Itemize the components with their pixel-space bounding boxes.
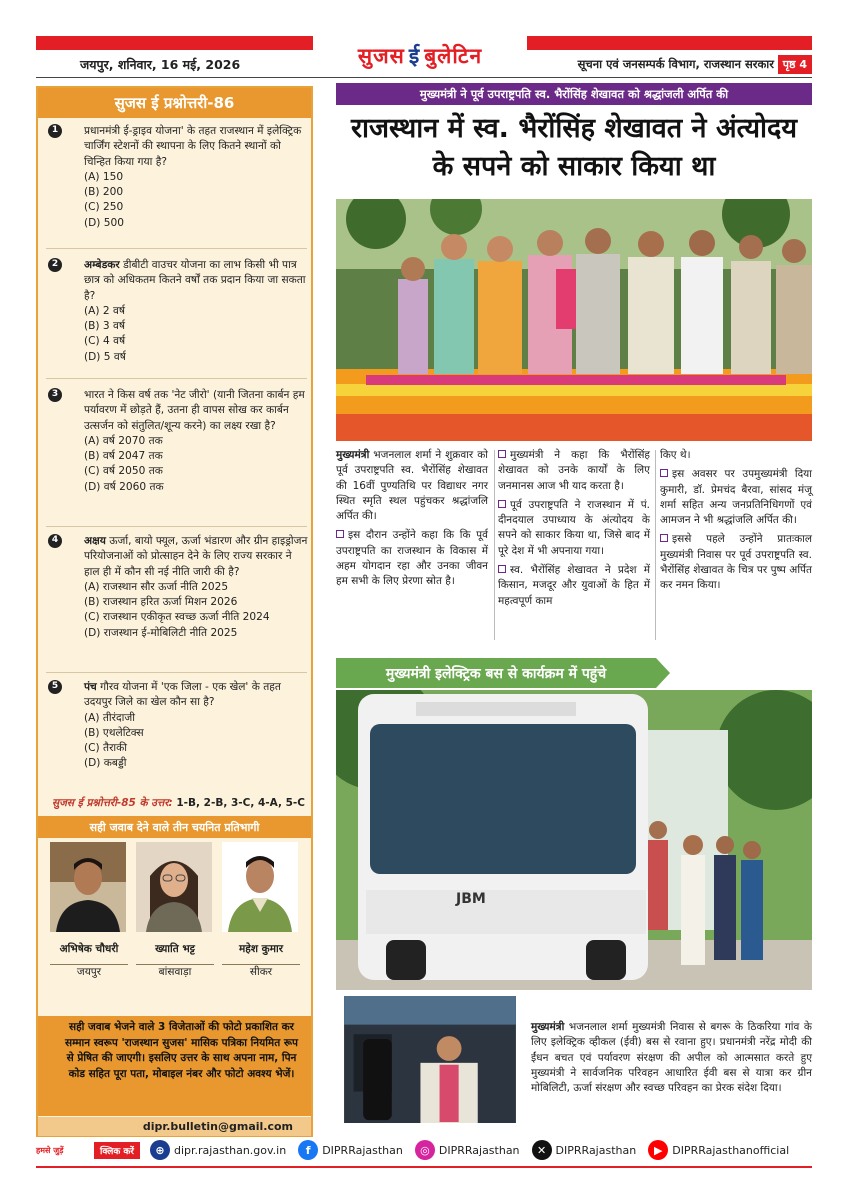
bullet-icon <box>336 530 344 538</box>
column-divider <box>494 450 495 640</box>
winner-city: सीकर <box>249 966 273 978</box>
paragraph: पूर्व उपराष्ट्रपति ने राजस्थान में पं. दीनदयाल उपाध्याय के अंत्योदय के सपने को साकार किया था, जिसे बाद में पूरे देश में भी अपनाया गया। <box>498 498 650 557</box>
divider <box>50 964 128 965</box>
masthead-bulletin: बुलेटिन <box>424 44 483 68</box>
question-number: 1 <box>48 124 62 138</box>
option: (D) वर्ष 2060 तक <box>84 480 164 493</box>
contact-email[interactable]: dipr.bulletin@gmail.com <box>38 1117 311 1136</box>
lead-word: मुख्यमंत्री <box>336 449 370 461</box>
paragraph: भजनलाल शर्मा ने शुक्रवार को पूर्व उपराष्ट्रपति स्व. भैरोंसिंह शेखावत की 16वीं पुण्यतिथि पर विद्याधर नगर स्थित स्मृति स्थल पहुंचकर श्रद्धांजलि अर्पित की। <box>336 449 488 523</box>
footer-bar <box>36 1137 812 1163</box>
electric-bus-photo <box>336 690 812 990</box>
x-icon: ✕ <box>532 1140 552 1160</box>
header-divider <box>36 77 812 78</box>
bus-interior-photo <box>340 993 520 1126</box>
winner-card <box>136 842 214 979</box>
bullet-icon <box>498 565 506 573</box>
join-label: हमसे जुड़ें <box>36 1145 64 1155</box>
winner-name: ख्याति भट्ट <box>155 943 195 955</box>
paragraph: इससे पहले उन्होंने प्रातःकाल मुख्यमंत्री निवास पर पूर्व उपराष्ट्रपति स्व. भैरोंसिंह शेखावत के चित्र पर पुष्प अर्पित कर नमन किया। <box>660 533 812 592</box>
question-number: 4 <box>48 534 62 548</box>
winner-city: जयपुर <box>76 966 102 978</box>
footer-link-youtube[interactable] <box>648 1140 789 1160</box>
option: (B) 200 <box>84 186 124 199</box>
bullet-icon <box>660 534 668 542</box>
option: (D) 500 <box>84 216 125 229</box>
click-button[interactable]: क्लिक करें <box>94 1142 140 1159</box>
header-row <box>36 54 812 76</box>
footer-link-text: DIPRRajasthan <box>322 1143 403 1157</box>
bus-brand-label: JBM <box>456 891 486 907</box>
issue-date: जयपुर, शनिवार, 16 मई, 2026 <box>80 57 241 72</box>
footer-link-x[interactable] <box>532 1140 637 1160</box>
quiz-question-4 <box>44 534 309 641</box>
instagram-icon: ◎ <box>415 1140 435 1160</box>
option: (A) 150 <box>84 170 124 183</box>
footer-link-text: DIPRRajasthanofficial <box>672 1143 790 1157</box>
question-text: भारत ने किस वर्ष तक 'नेट जीरो' (यानी जितना कार्बन हम पर्यावरण में छोड़ते हैं, उतना ही वापस सोख कर कार्बन उत्सर्जन को संतुलित/शून्य करने) का लक्ष्य रखा है? <box>84 389 305 432</box>
option: (B) राजस्थान हरित ऊर्जा मिशन 2026 <box>84 596 238 609</box>
story-kicker: मुख्यमंत्री ने पूर्व उपराष्ट्रपति स्व. भैरोंसिंह शेखावत को श्रद्धांजली अर्पित की <box>336 83 812 105</box>
story-column-1 <box>336 448 488 594</box>
quiz-panel <box>36 86 313 1138</box>
option: (C) 4 वर्ष <box>84 335 126 348</box>
winner-card <box>50 842 128 979</box>
story-headline: राजस्थान में स्व. भैरोंसिंह शेखावत ने अंत्योदय के सपने को साकार किया था <box>350 113 798 182</box>
question-keyword: अम्बेडकर <box>84 259 120 271</box>
footer-link-text: DIPRRajasthan <box>555 1143 637 1157</box>
page-number: पृष्ठ 4 <box>778 55 812 74</box>
paragraph: भजनलाल शर्मा मुख्यमंत्री निवास से बगरू के ठिकरिया गांव के लिए इलेक्ट्रिक व्हीकल (ईवी) बस से रवाना हुए। प्रधानमंत्री नरेंद्र मोदी की ईंधन बचत एवं पर्यावरण संरक्षण की अपील को आत्मसात करते हुए मुख्यमंत्री ने सार्वजनिक परिवहन आधारित ईवी बस से यात्रा कर ग्रीन मोबिलिटी, ऊर्जा संरक्षण और स्वच्छ परिवहन का प्रेरक संदेश दिया। <box>531 1021 812 1095</box>
paragraph: स्व. भैरोंसिंह शेखावत ने प्रदेश में किसान, मजदूर और युवाओं के हित में महत्वपूर्ण काम <box>498 564 650 607</box>
option: (C) वर्ष 2050 तक <box>84 465 163 478</box>
option: (B) एथलेटिक्स <box>84 726 144 739</box>
footer-link-text: DIPRRajasthan <box>438 1143 520 1157</box>
quiz-question-5 <box>44 680 309 772</box>
option: (B) 3 वर्ष <box>84 320 126 333</box>
question-keyword: अक्षय <box>84 535 106 547</box>
bullet-icon <box>498 500 506 508</box>
divider <box>46 378 307 379</box>
option: (A) तीरंदाजी <box>84 711 135 724</box>
story-column-3 <box>660 448 812 598</box>
quiz-question-3 <box>44 388 309 495</box>
bus-story-caption <box>531 1020 812 1096</box>
winners-title: सही जवाब देने वाले तीन चयनित प्रतिभागी <box>38 816 311 838</box>
option: (D) 5 वर्ष <box>84 350 126 363</box>
paragraph: इस अवसर पर उपमुख्यमंत्री दिया कुमारी, डॉ. प्रेमचंद बैरवा, सांसद मंजू शर्मा सहित अन्य जनप्रतिनिधिगणों एवं आमजन ने भी श्रद्धांजलि अर्पित की। <box>660 468 812 527</box>
option: (A) राजस्थान सौर ऊर्जा नीति 2025 <box>84 580 229 593</box>
option: (D) राजस्थान ई-मोबिलिटी नीति 2025 <box>84 626 238 639</box>
winners-notice: सही जवाब भेजने वाले 3 विजेताओं की फोटो प्रकाशित कर सम्मान स्वरूप 'राजस्थान सुजस' मासिक पत्रिका नियमित रूप से प्रेषित की जाएगी। इसलिए उत्तर के साथ अपना नाम, पिन कोड सहित पूरा पता, मोबाइल नंबर और फोटो अवश्य भेजें। <box>38 1016 311 1116</box>
paragraph: किए थे। <box>660 449 691 461</box>
winner-name: अभिषेक चौधरी <box>59 943 119 955</box>
divider <box>222 964 300 965</box>
department-name: सूचना एवं जनसम्पर्क विभाग, राजस्थान सरकार <box>577 57 774 71</box>
paragraph: इस दौरान उन्होंने कहा कि कि पूर्व उपराष्ट्रपति का राजस्थान के विकास में अहम योगदान रहा और उनका जीवन हम सभी के लिए प्रेरणा स्रोत है। <box>336 529 488 588</box>
question-text: ऊर्जा, बायो फ्यूल, ऊर्जा भंडारण और ग्रीन हाइड्रोजन परियोजनाओं को प्रोत्साहन देने के लिए राज्य सरकार ने हाल ही में कौन सी नई नीति जारी की है? <box>84 535 308 578</box>
question-number: 3 <box>48 388 62 402</box>
previous-answers-label: सुजस ई प्रश्नोत्तरी-85 के उत्तर: <box>52 797 173 809</box>
bullet-icon <box>660 469 668 477</box>
option: (A) वर्ष 2070 तक <box>84 434 163 447</box>
previous-answers-value: 1-B, 2-B, 3-C, 4-A, 5-C <box>176 797 305 809</box>
footer-link-instagram[interactable] <box>415 1140 520 1160</box>
divider <box>46 672 307 673</box>
option: (D) कबड्डी <box>84 757 127 770</box>
globe-icon: ⊕ <box>150 1140 170 1160</box>
winner-name: महेश कुमार <box>238 943 283 955</box>
option: (C) तैराकी <box>84 742 128 755</box>
youtube-icon: ▶ <box>648 1140 668 1160</box>
tribute-photo <box>336 199 812 441</box>
story-column-2 <box>498 448 650 613</box>
option: (C) 250 <box>84 201 124 214</box>
masthead-sujas: सुजस <box>357 44 405 68</box>
footer-link-facebook[interactable] <box>298 1140 403 1160</box>
lead-word: मुख्यमंत्री <box>531 1021 565 1033</box>
option: (C) राजस्थान एकीकृत स्वच्छ ऊर्जा नीति 2024 <box>84 611 270 624</box>
masthead-e: ई <box>408 44 421 68</box>
previous-answers <box>52 796 305 810</box>
footer-link-text: dipr.rajasthan.gov.in <box>173 1143 287 1157</box>
question-text: प्रधानमंत्री ई-ड्राइव योजना' के तहत राजस्थान में इलेक्ट्रिक चार्जिंग स्टेशनों की स्थापना के लिए कितने स्थानों को चिन्हित किया गया है? <box>84 125 302 168</box>
question-text: डीबीटी वाउचर योजना का लाभ किसी भी पात्र छात्र को अधिकतम कितने वर्षों तक प्रदान किया जा सकता है? <box>84 259 306 302</box>
divider <box>136 964 214 965</box>
quiz-question-2 <box>44 258 309 365</box>
divider <box>46 526 307 527</box>
option: (B) वर्ष 2047 तक <box>84 450 163 463</box>
divider <box>46 248 307 249</box>
paragraph: मुख्यमंत्री ने कहा कि भैरोंसिंह शेखावत को उनके कार्यों के लिए जनमानस आज भी याद करता है। <box>498 449 650 492</box>
quiz-title: सुजस ई प्रश्नोत्तरी-86 <box>38 88 311 118</box>
question-keyword: पंच <box>84 681 97 693</box>
footer-link-website[interactable] <box>150 1140 286 1160</box>
winner-card <box>222 842 300 979</box>
quiz-question-1 <box>44 124 309 231</box>
winner-photo <box>50 842 126 932</box>
footer-divider <box>36 1166 812 1168</box>
question-number: 2 <box>48 258 62 272</box>
column-divider <box>655 450 656 640</box>
facebook-icon: f <box>298 1140 318 1160</box>
winner-photo <box>222 842 298 932</box>
section-title: मुख्यमंत्री इलेक्ट्रिक बस से कार्यक्रम में पहुंचे <box>336 658 656 688</box>
bullet-icon <box>498 450 506 458</box>
section-title-arrow <box>656 658 670 688</box>
question-number: 5 <box>48 680 62 694</box>
option: (A) 2 वर्ष <box>84 304 126 317</box>
winner-city: बांसवाड़ा <box>158 966 192 978</box>
winner-photo <box>136 842 212 932</box>
question-text: गौरव योजना में 'एक जिला - एक खेल' के तहत उदयपुर जिले का खेल कौन सा है? <box>84 681 281 709</box>
